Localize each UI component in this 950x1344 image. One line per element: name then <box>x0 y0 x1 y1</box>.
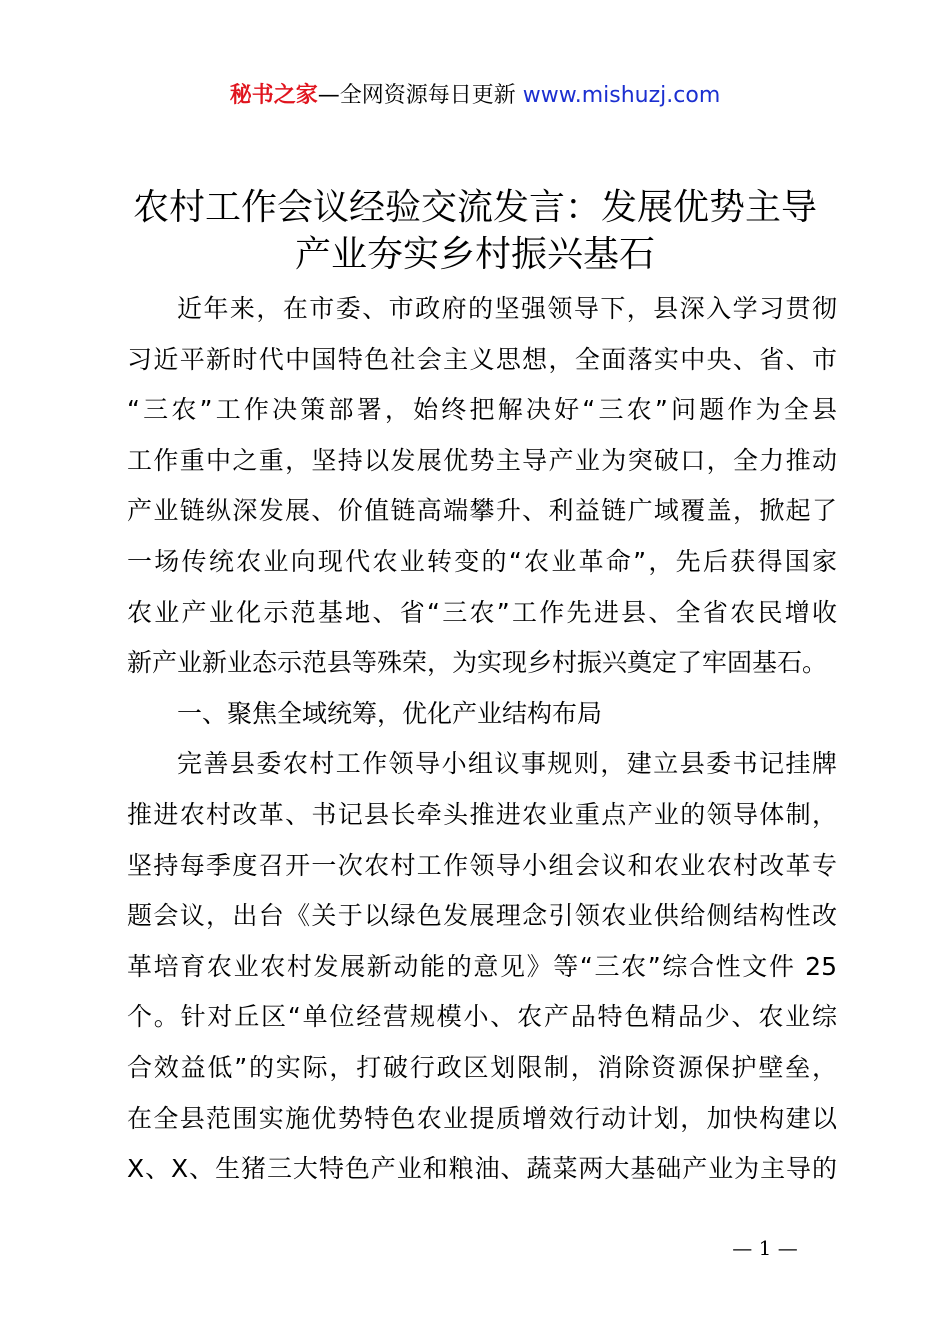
paragraph-2-line-4: 题会议，出台《关于以绿色发展理念引领农业供给侧结构性改 <box>127 901 837 931</box>
paragraph-1-line-7: 农业产业化示范基地、省“三农”工作先进县、全省农民增收 <box>127 597 837 627</box>
section-heading: 一、聚焦全域统筹，优化产业结构布局 <box>177 698 603 728</box>
paragraph-2-line-9: X、X、生猪三大特色产业和粮油、蔬菜两大基础产业为主导的 <box>127 1154 837 1184</box>
site-url-link[interactable]: www.mishuzj.com <box>522 83 721 108</box>
page-number: — 1 — <box>732 1236 798 1260</box>
header-slogan: —全网资源每日更新 <box>317 83 516 108</box>
site-header <box>0 80 950 112</box>
paragraph-1-line-3: “三农”工作决策部署，始终把解决好“三农”问题作为全县 <box>127 395 837 425</box>
document-title-line-2: 产业夯实乡村振兴基石 <box>294 234 655 275</box>
paragraph-2-line-2: 推进农村改革、书记县长牵头推进农业重点产业的领导体制， <box>127 799 837 829</box>
brand-name: 秘书之家 <box>229 83 318 108</box>
paragraph-1-line-4: 工作重中之重，坚持以发展优势主导产业为突破口，全力推动 <box>127 445 837 475</box>
paragraph-1-line-2: 习近平新时代中国特色社会主义思想，全面落实中央、省、市 <box>127 344 837 374</box>
paragraph-2-line-7: 合效益低”的实际，打破行政区划限制，消除资源保护壁垒， <box>127 1052 837 1082</box>
document-title-line-1: 农村工作会议经验交流发言：发展优势主导 <box>132 187 817 228</box>
paragraph-2-line-8: 在全县范围实施优势特色农业提质增效行动计划，加快构建以 <box>127 1103 837 1133</box>
paragraph-1-line-6: 一场传统农业向现代农业转变的“农业革命”，先后获得国家 <box>127 546 837 576</box>
document-body <box>127 284 837 1195</box>
paragraph-2-line-1: 完善县委农村工作领导小组议事规则，建立县委书记挂牌 <box>177 749 837 779</box>
paragraph-2-line-3: 坚持每季度召开一次农村工作领导小组会议和农业农村改革专 <box>127 850 837 880</box>
paragraph-1-line-8: 新产业新业态示范县等殊荣，为实现乡村振兴奠定了牢固基石。 <box>127 648 828 678</box>
paragraph-1-line-5: 产业链纵深发展、价值链高端攀升、利益链广域覆盖，掀起了 <box>127 496 837 526</box>
paragraph-2-line-5: 革培育农业农村发展新动能的意见》等“三农”综合性文件 25 <box>127 951 837 981</box>
paragraph-1-line-1: 近年来，在市委、市政府的坚强领导下，县深入学习贯彻 <box>177 294 837 323</box>
paragraph-2-line-6: 个。针对丘区“单位经营规模小、农产品特色精品少、农业综 <box>127 1002 837 1032</box>
